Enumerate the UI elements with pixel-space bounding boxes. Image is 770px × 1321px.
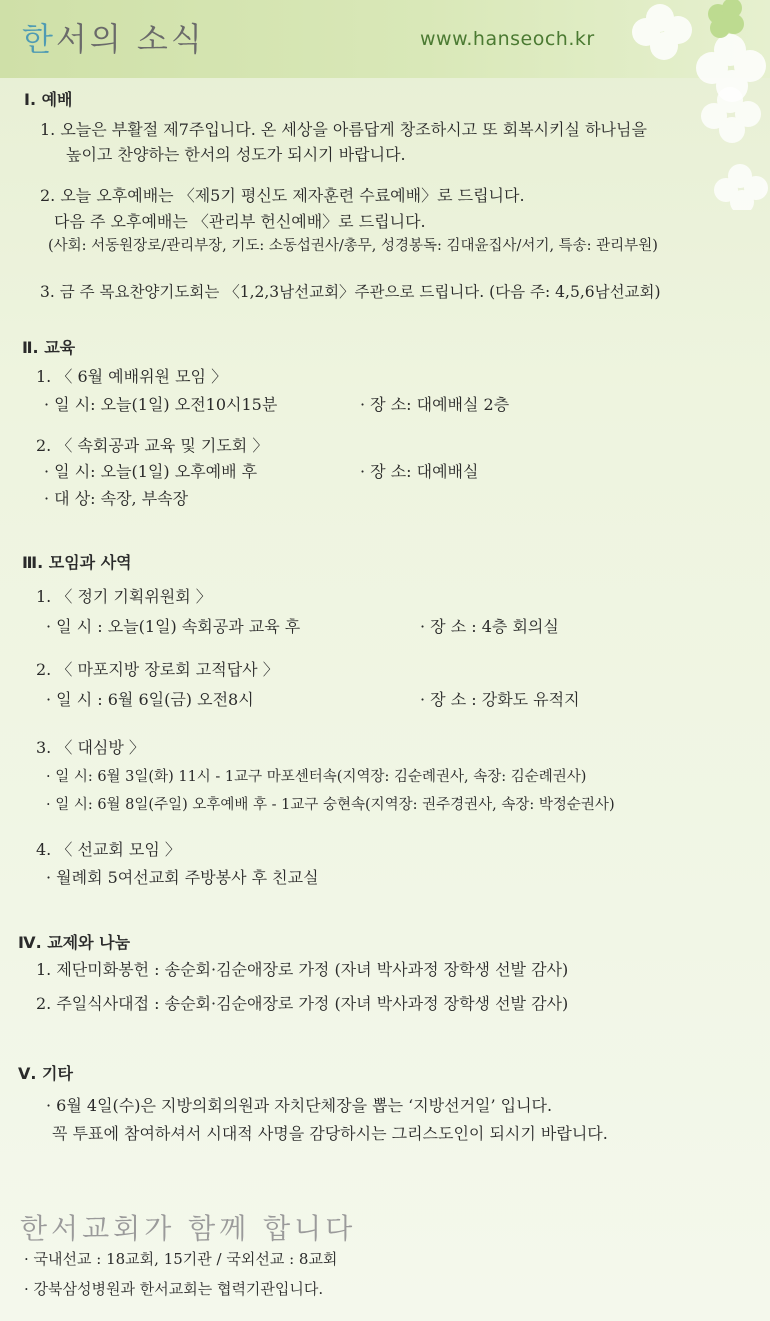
section-heading-worship: Ⅰ. 예배 (24, 90, 73, 109)
footer-slogan: 한서교회가 함께 합니다 (20, 1212, 357, 1245)
meetings-item-1-time: · 일 시 : 오늘(1일) 속회공과 교육 후 (46, 617, 301, 636)
worship-item-1-line-2: 높이고 찬양하는 한서의 성도가 되시기 바랍니다. (66, 145, 406, 164)
masthead-accent: 한 (22, 20, 56, 58)
meetings-item-4-line-1: · 월례회 5여선교회 주방봉사 후 친교실 (46, 868, 319, 887)
education-item-2-place: · 장 소: 대예배실 (360, 462, 479, 481)
education-item-1-title: 1. 〈 6월 예배위원 모임 〉 (36, 367, 228, 386)
education-item-1-time: · 일 시: 오늘(1일) 오전10시15분 (44, 395, 278, 414)
footer-line-2: · 강북삼성병원과 한서교회는 협력기관입니다. (24, 1280, 324, 1298)
clover-icon (690, 80, 770, 210)
education-item-2-time: · 일 시: 오늘(1일) 오후예배 후 (44, 462, 258, 481)
meetings-item-2-place: · 장 소 : 강화도 유적지 (420, 690, 580, 709)
masthead-rest: 서의 소식 (55, 20, 205, 58)
education-item-1-place: · 장 소: 대예배실 2층 (360, 395, 510, 414)
meetings-item-2-time: · 일 시 : 6월 6일(금) 오전8시 (46, 690, 254, 709)
meetings-item-2-title: 2. 〈 마포지방 장로회 고적답사 〉 (36, 660, 279, 679)
education-item-2-target: · 대 상: 속장, 부속장 (44, 489, 189, 508)
worship-item-1-line-1: 1. 오늘은 부활절 제7주입니다. 온 세상을 아름답게 창조하시고 또 회복시키실 하나님을 (40, 120, 647, 139)
meetings-item-4-title: 4. 〈 선교회 모임 〉 (36, 840, 181, 859)
fellowship-item-2: 2. 주일식사대접 : 송순회·김순애장로 가정 (자녀 박사과정 장학생 선발 감사) (36, 994, 569, 1013)
education-item-2-title: 2. 〈 속회공과 교육 및 기도회 〉 (36, 436, 269, 455)
section-heading-other: Ⅴ. 기타 (18, 1064, 73, 1083)
meetings-item-1-title: 1. 〈 정기 기획위원회 〉 (36, 587, 212, 606)
section-heading-education: Ⅱ. 교육 (22, 338, 76, 357)
worship-item-2-line-1: 2. 오늘 오후예배는 〈제5기 평신도 제자훈련 수료예배〉로 드립니다. (40, 186, 525, 205)
worship-item-3-line-1: 3. 금 주 목요찬양기도회는 〈1,2,3남선교회〉주관으로 드립니다. (다음 주: 4,5,6남선교회) (40, 283, 661, 301)
meetings-item-3-title: 3. 〈 대심방 〉 (36, 738, 145, 757)
meetings-item-1-place: · 장 소 : 4층 회의실 (420, 617, 559, 636)
section-heading-fellowship: Ⅳ. 교제와 나눔 (18, 933, 131, 952)
worship-item-2-line-2: 다음 주 오후예배는 〈관리부 헌신예배〉로 드립니다. (54, 212, 426, 231)
footer-line-1: · 국내선교 : 18교회, 15기관 / 국외선교 : 8교회 (24, 1250, 338, 1268)
other-line-2: 꼭 투표에 참여하셔서 시대적 사명을 감당하시는 그리스도인이 되시기 바랍니다. (52, 1124, 608, 1143)
fellowship-item-1: 1. 제단미화봉헌 : 송순회·김순애장로 가정 (자녀 박사과정 장학생 선발 감사) (36, 960, 569, 979)
other-line-1: · 6월 4일(수)은 지방의회의원과 자치단체장을 뽑는 ‘지방선거일’ 입니다. (46, 1096, 553, 1115)
section-heading-meetings: Ⅲ. 모임과 사역 (22, 553, 132, 572)
meetings-item-3-line-2: · 일 시: 6월 8일(주일) 오후예배 후 - 1교구 숭현속(지역장: 권주경권사, 속장: 박정순권사) (46, 797, 615, 813)
worship-item-2-line-3: (사회: 서동원장로/관리부장, 기도: 소동섭권사/총무, 성경봉독: 김대윤집사/서기, 특송: 관리부원) (48, 238, 658, 254)
meetings-item-3-line-1: · 일 시: 6월 3일(화) 11시 - 1교구 마포센터속(지역장: 김순례권사, 속장: 김순례권사) (46, 769, 587, 785)
page-title (22, 14, 205, 60)
website-url: www.hanseoch.kr (420, 28, 595, 50)
